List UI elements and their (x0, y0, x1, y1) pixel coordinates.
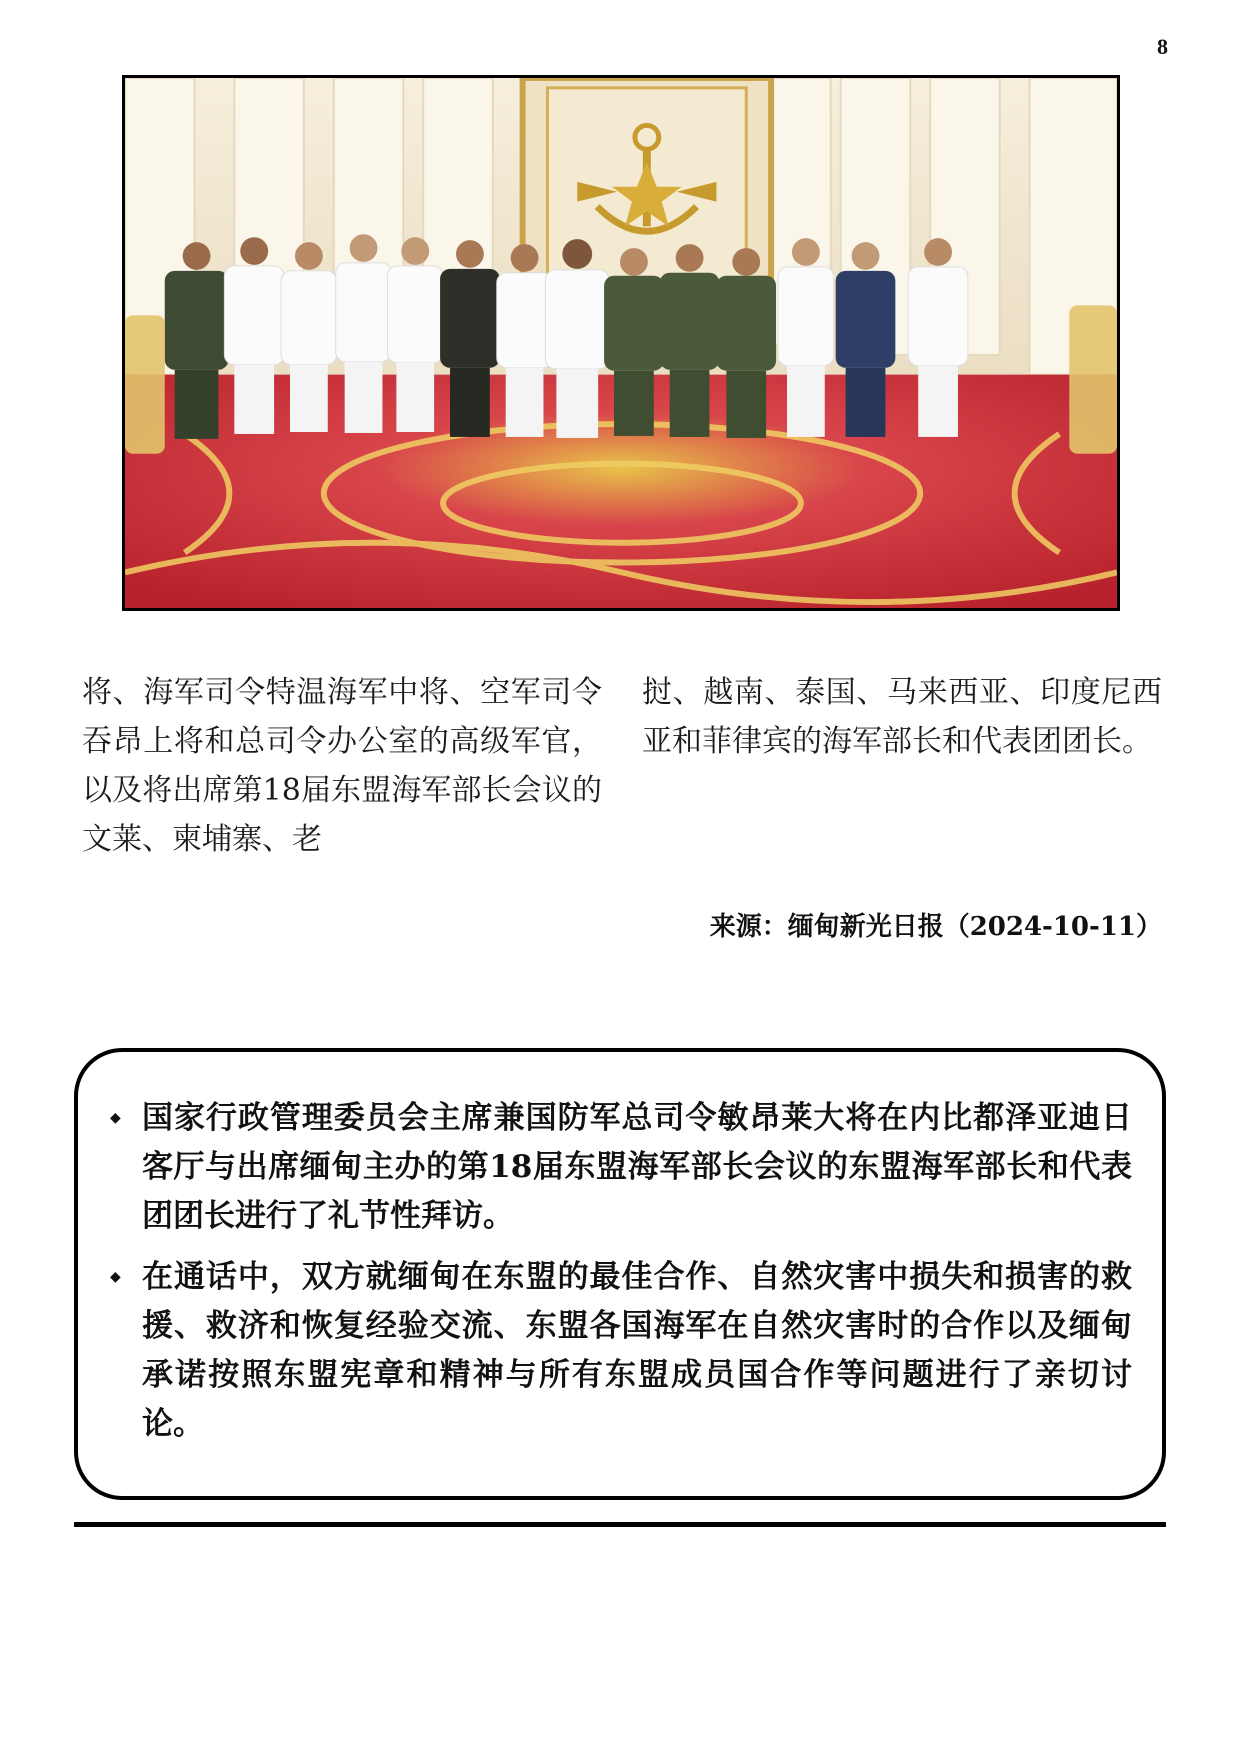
bottom-divider (74, 1522, 1166, 1527)
group-photo-icon (125, 78, 1117, 608)
source-citation: 来源：缅甸新光日报（2024-10-11） (709, 912, 1162, 942)
group-photo (122, 75, 1120, 611)
article-left-column: 将、海军司令特温海军中将、空军司令吞昂上将和总司令办公室的高级军官，以及将出席第18届东盟海军部长会议的文莱、柬埔寨、老 (82, 675, 602, 857)
summary-list (110, 1094, 1132, 1461)
page-number: 8 (1157, 34, 1168, 59)
article-right-column: 挝、越南、泰国、马来西亚、印度尼西亚和菲律宾的海军部长和代表团团长。 (642, 675, 1162, 759)
diamond-bullet-icon: ◆ (110, 1269, 121, 1285)
summary-item-text: 在通话中，双方就缅甸在东盟的最佳合作、自然灾害中损失和损害的救援、救济和恢复经验交流、东盟各国海军在自然灾害时的合作以及缅甸承诺按照东盟宪章和精神与所有东盟成员国合作等问题进行了亲切讨论。 (142, 1259, 1132, 1442)
summary-item-text: 国家行政管理委员会主席兼国防军总司令敏昂莱大将在内比都泽亚迪日客厅与出席缅甸主办的第18届东盟海军部长会议的东盟海军部长和代表团团长进行了礼节性拜访。 (142, 1100, 1132, 1234)
diamond-bullet-icon: ◆ (110, 1110, 121, 1126)
summary-box (74, 1048, 1166, 1500)
summary-item (110, 1253, 1132, 1449)
summary-item (110, 1094, 1132, 1241)
